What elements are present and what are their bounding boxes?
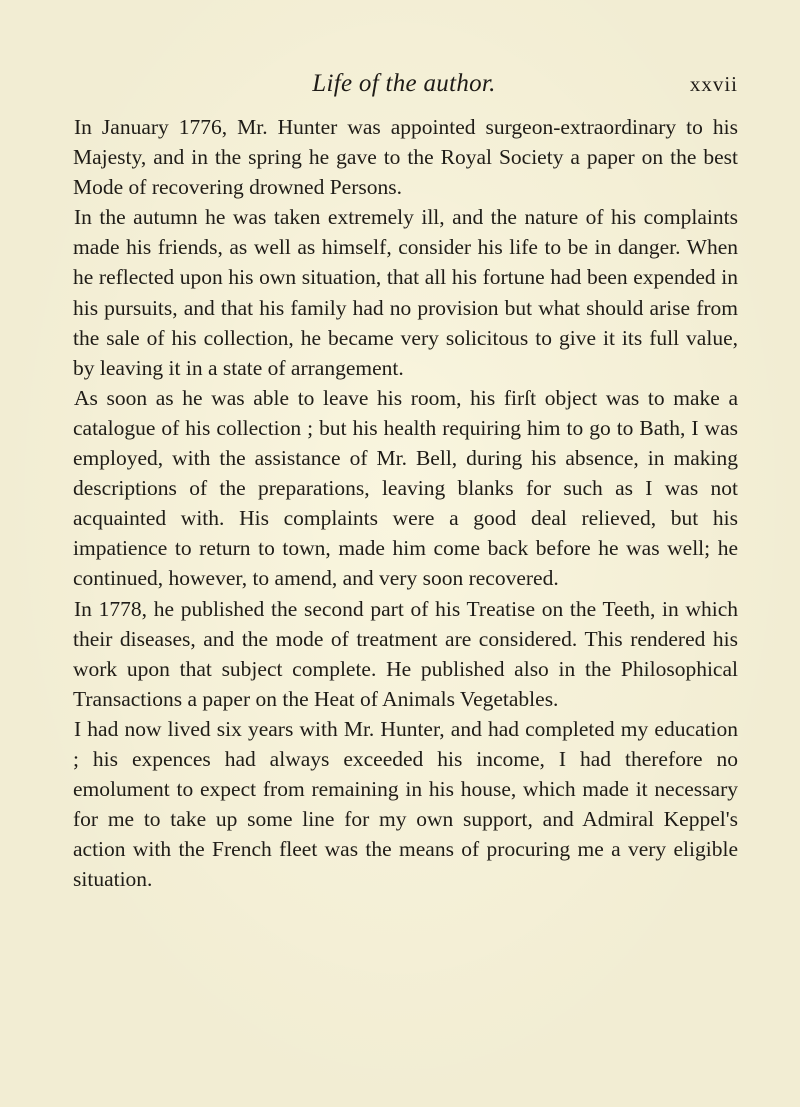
paragraph-3: As soon as he was able to leave his room, his firſt object was to make a catalogue of his collection ; but his health requiring him to go to Bath, I was employed, with the assistance of Mr. Bell, during his absence, in making descriptions of the preparations, leaving blanks for such as I was not acquainted with. His complaints were a good deal relieved, but his impatience to return to town, made him come back before he was well; he continued, however, to amend, and very soon recovered. xyxy=(73,385,738,591)
paragraph-1: In January 1776, Mr. Hunter was appointed surgeon-extraordinary to his Majesty, and in the spring he gave to the Royal Society a paper on the best Mode of recovering drowned Persons. xyxy=(73,115,738,200)
paragraph-2: In the autumn he was taken extremely ill, and the nature of his complaints made his friends, as well as himself, consider his life to be in danger. When he reflected upon his own situation, that all his fortune had been expended in his pursuits, and that his family had no provision but what should arise from the sale of his collection, he became very solicitous to give it its full value, by leaving it in a state of arrangement. xyxy=(73,205,738,380)
paragraph-4: In 1778, he published the second part of his Treatise on the Teeth, in which their diseases, and the mode of treatment are considered. This rendered his work upon that subject complete. He published also in the Philosophical Transactions a paper on the Heat of Animals Vegetables. xyxy=(73,596,738,711)
paragraph-5: I had now lived six years with Mr. Hunter, and had completed my education ; his expences had always exceeded his income, I had therefore no emolument to expect from remaining in his house, which made it necessary for me to take up some line for my own support, and Admiral Keppel's action with the French fleet was the means of procuring me a very eligible situation. xyxy=(73,716,738,892)
running-head xyxy=(70,70,738,104)
running-title: Life of the author. xyxy=(312,70,496,97)
page-number: xxvii xyxy=(689,72,738,96)
body-text xyxy=(73,112,738,894)
